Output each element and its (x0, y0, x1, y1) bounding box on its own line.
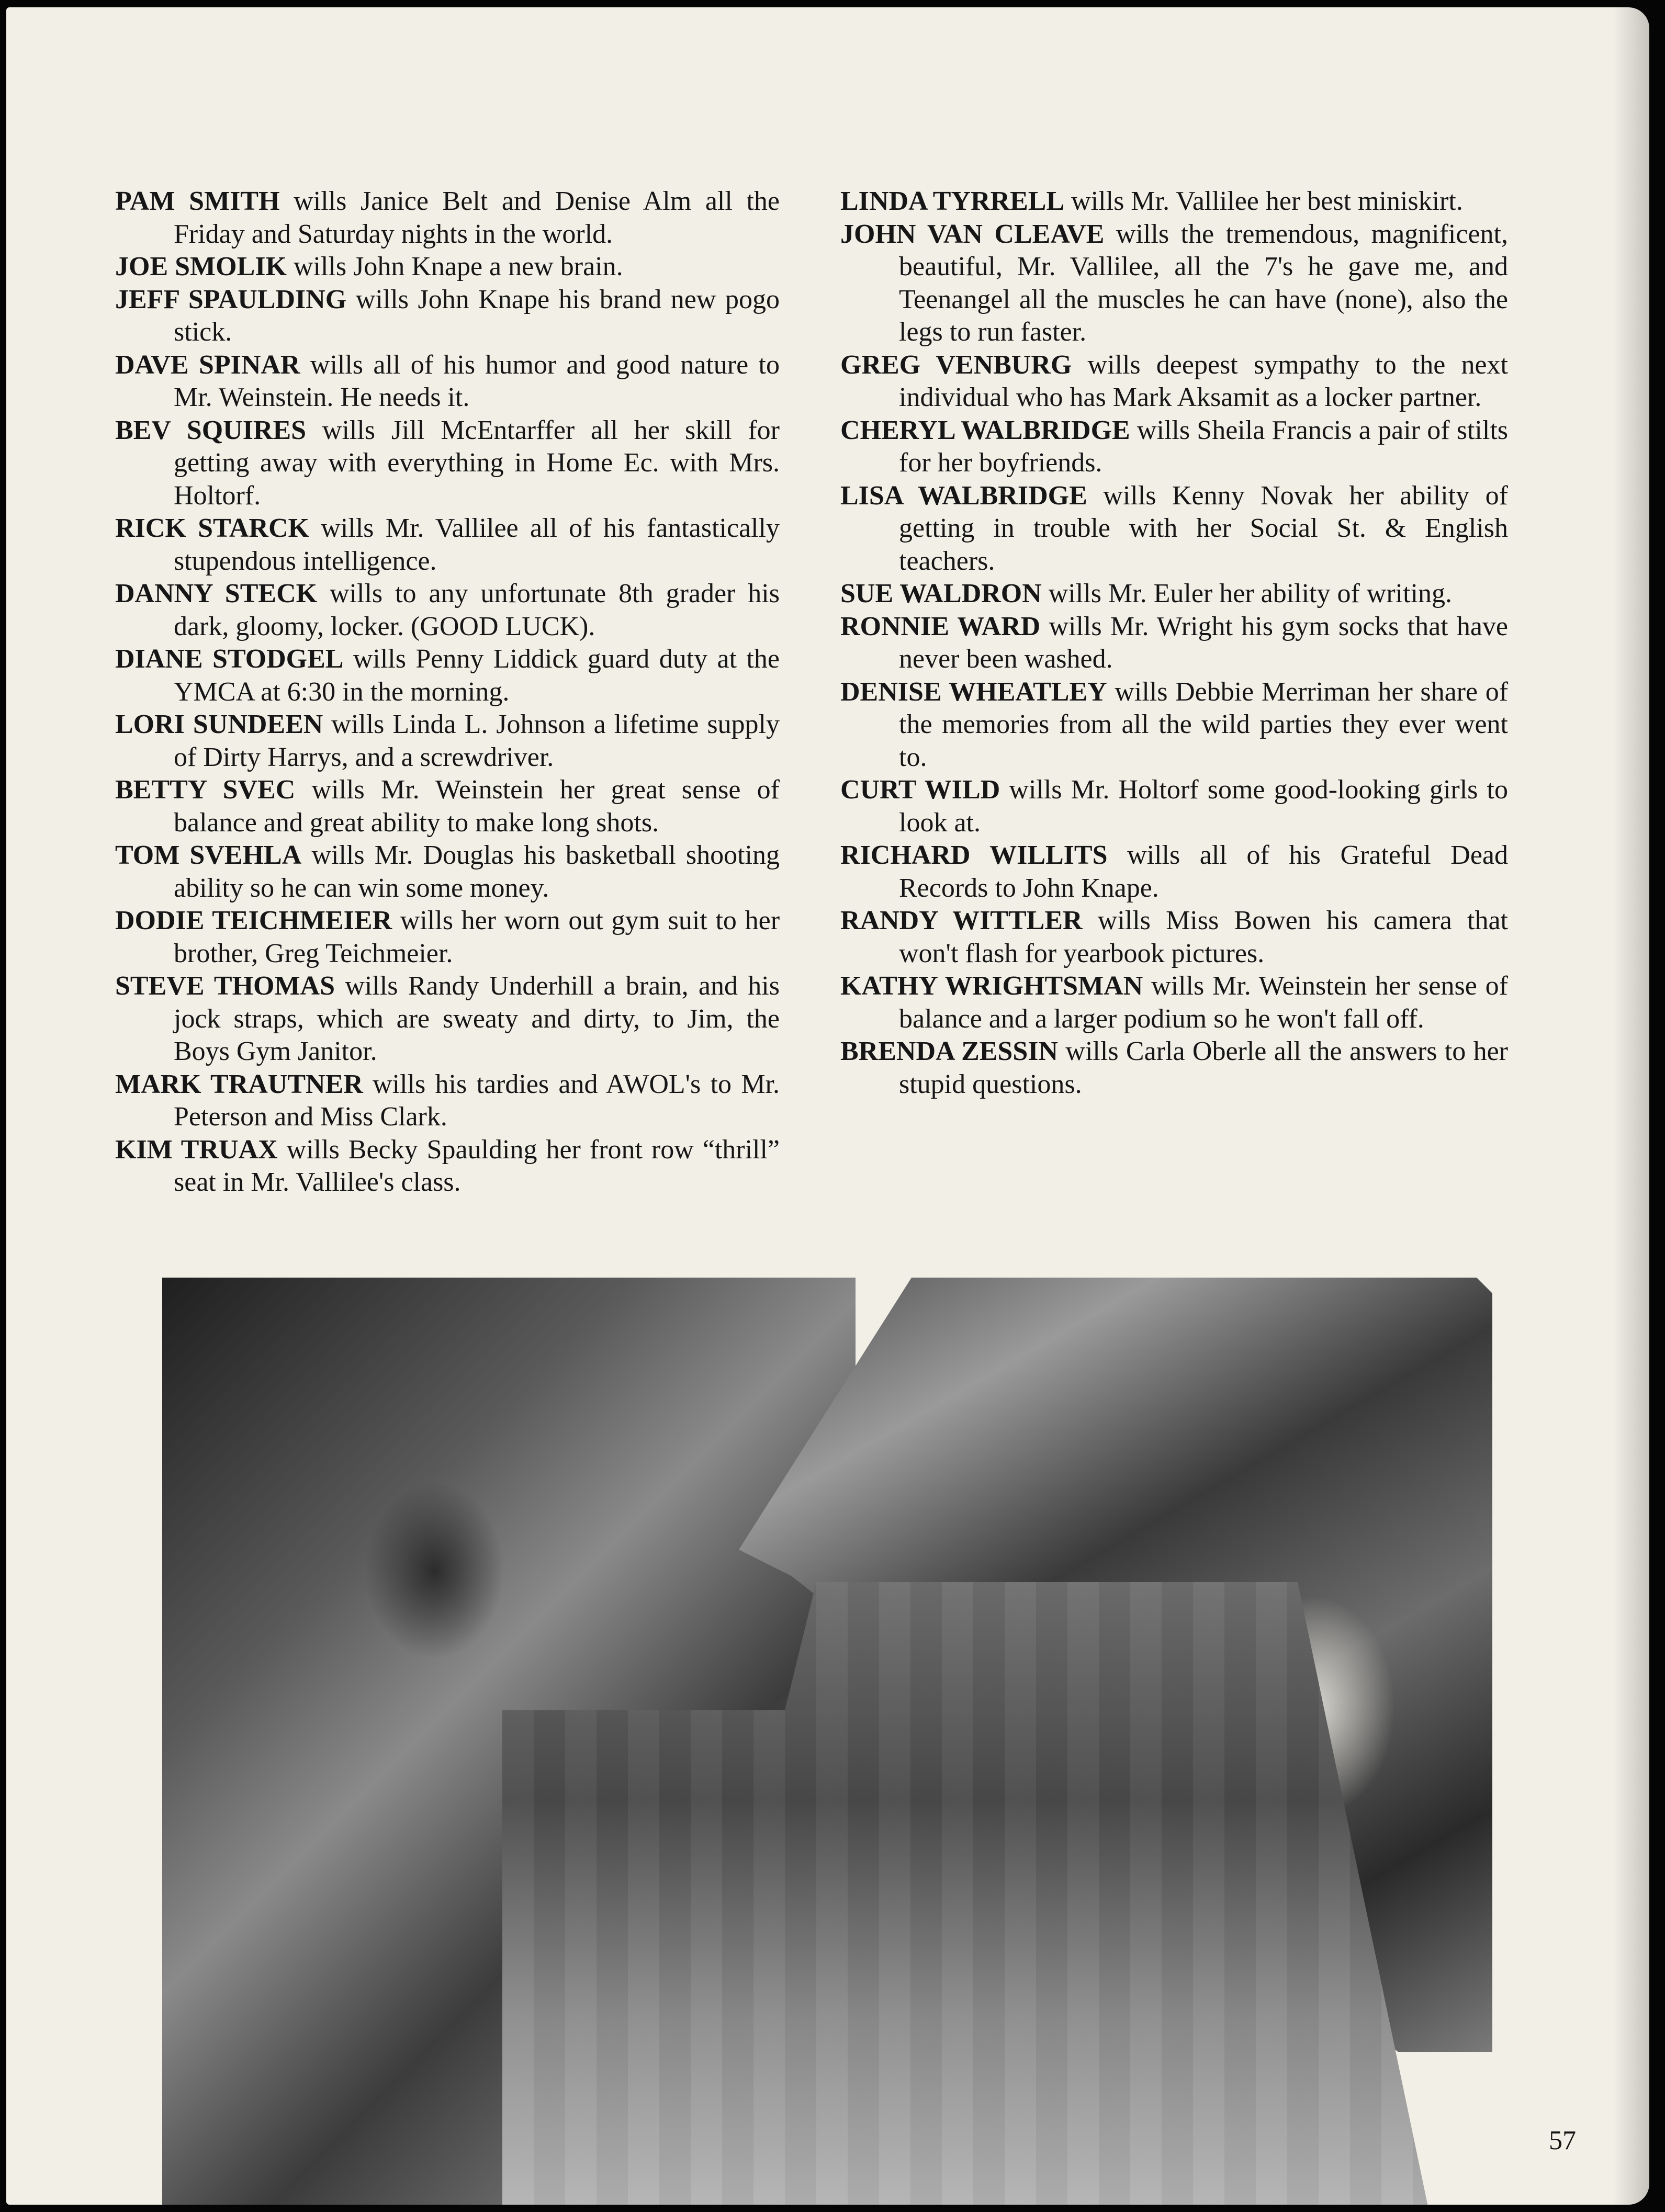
student-name: STEVE THOMAS (115, 971, 335, 1001)
will-text: wills her worn out gym suit to her brother, Greg Teichmeier. (174, 906, 780, 968)
will-entry (840, 185, 1508, 218)
right-text-column (840, 185, 1508, 1101)
will-text: wills Janice Belt and Denise Alm all the Friday and Saturday nights in the world. (174, 186, 780, 249)
will-text: wills the tremendous, magnificent, beautiful, Mr. Vallilee, all the 7's he gave me, and Teenangel all the muscles he can have (none), also the legs to run faster. (899, 219, 1508, 347)
will-entry (115, 1134, 780, 1199)
photo-school-hallway (502, 1582, 1449, 2205)
will-entry (115, 708, 780, 774)
student-name: JOE SMOLIK (115, 252, 287, 281)
student-name: GREG VENBURG (840, 349, 1072, 380)
will-text: wills Miss Bowen his camera that won't flash for yearbook pictures. (899, 906, 1508, 968)
will-entry (840, 970, 1508, 1035)
will-text: wills Mr. Douglas his basketball shooting ability so he can win some money. (174, 840, 780, 903)
will-entry (115, 284, 780, 349)
student-name: MARK TRAUTNER (115, 1069, 363, 1099)
will-text: wills his tardies and AWOL's to Mr. Peterson and Miss Clark. (174, 1069, 780, 1132)
will-text: wills Mr. Weinstein her great sense of balance and great ability to make long shots. (174, 775, 780, 838)
will-text: wills Becky Spaulding her front row “thrill” seat in Mr. Vallilee's class. (174, 1134, 780, 1197)
will-text: wills all of his Grateful Dead Records to John Knape. (899, 840, 1509, 903)
student-name: BEV SQUIRES (115, 415, 307, 445)
student-name: RICHARD WILLITS (840, 840, 1108, 870)
student-name: KIM TRUAX (115, 1134, 278, 1165)
student-name: BRENDA ZESSIN (840, 1036, 1059, 1066)
student-name: RICK STARCK (115, 513, 309, 543)
student-name: KATHY WRIGHTSMAN (840, 971, 1143, 1001)
will-text: wills Mr. Holtorf some good-looking girls to look at. (899, 775, 1508, 838)
page-number: 57 (1549, 2126, 1576, 2155)
will-entry (840, 839, 1508, 905)
student-name: CHERYL WALBRIDGE (840, 415, 1130, 445)
student-name: LISA WALBRIDGE (840, 480, 1087, 511)
will-entry (840, 349, 1508, 414)
student-name: DENISE WHEATLEY (840, 676, 1107, 707)
will-entry (840, 218, 1508, 349)
will-text: wills John Knape his brand new pogo stick. (174, 284, 780, 347)
will-text: wills all of his humor and good nature to Mr. Weinstein. He needs it. (174, 349, 780, 412)
will-entry (115, 349, 780, 414)
will-text: wills Jill McEntarffer all her skill for getting away with everything in Home Ec. with Mrs. Holtorf. (174, 415, 780, 511)
will-entry (840, 1035, 1508, 1101)
will-text: wills Carla Oberle all the answers to her stupid questions. (899, 1036, 1509, 1099)
will-entry (115, 1068, 780, 1134)
will-entry (840, 774, 1508, 839)
will-text: wills John Knape a new brain. (286, 252, 623, 281)
will-text: wills Mr. Wright his gym socks that have never been washed. (899, 611, 1508, 674)
will-text: wills Penny Liddick guard duty at the YMCA at 6:30 in the morning. (174, 644, 780, 707)
will-entry (840, 905, 1508, 970)
student-name: SUE WALDRON (840, 579, 1042, 608)
student-name: DANNY STECK (115, 579, 318, 608)
will-text: wills Mr. Euler her ability of writing. (1041, 579, 1453, 608)
will-entry (115, 251, 780, 284)
student-name: DIANE STODGEL (115, 644, 344, 674)
will-text: wills Randy Underhill a brain, and his jock straps, which are sweaty and dirty, to Jim, the Boys Gym Janitor. (174, 971, 780, 1066)
will-entry (115, 578, 780, 643)
will-entry (840, 611, 1508, 676)
will-text: wills Kenny Novak her ability of getting in trouble with her Social St. & English teachers. (899, 480, 1508, 576)
will-entry (840, 676, 1508, 774)
will-entry (115, 643, 780, 708)
left-text-column (115, 185, 780, 1199)
will-text: wills Debbie Merriman her share of the memories from all the wild parties they ever went to. (899, 676, 1509, 772)
will-entry (840, 578, 1508, 611)
photo-karate-kick (739, 1278, 1492, 2052)
will-text: wills Mr. Weinstein her sense of balance and a larger podium so he won't fall off. (899, 971, 1508, 1034)
will-entry (115, 512, 780, 578)
will-text: wills Sheila Francis a pair of stilts for her boyfriends. (899, 415, 1509, 478)
will-text: wills Linda L. Johnson a lifetime supply of Dirty Harrys, and a screwdriver. (174, 709, 780, 772)
will-text: wills Mr. Vallilee all of his fantastically stupendous intelligence. (174, 513, 780, 576)
student-name: PAM SMITH (115, 186, 280, 216)
student-name: RANDY WITTLER (840, 906, 1083, 935)
will-entry (115, 414, 780, 513)
will-entry (115, 905, 780, 970)
will-text: wills to any unfortunate 8th grader his dark, gloomy, locker. (GOOD LUCK). (174, 579, 780, 641)
photo-student-portrait (162, 1278, 856, 2205)
student-name: BETTY SVEC (115, 775, 296, 805)
student-name: DODIE TEICHMEIER (115, 906, 392, 935)
will-text: wills Mr. Vallilee her best miniskirt. (1064, 186, 1463, 216)
will-entry (115, 839, 780, 905)
student-name: RONNIE WARD (840, 611, 1041, 641)
student-name: DAVE SPINAR (115, 349, 300, 380)
yearbook-page (6, 7, 1649, 2205)
student-name: CURT WILD (840, 775, 1000, 805)
student-name: JOHN VAN CLEAVE (840, 219, 1105, 249)
student-name: JEFF SPAULDING (115, 284, 347, 314)
will-text: wills deepest sympathy to the next individual who has Mark Aksamit as a locker partner. (899, 349, 1508, 412)
will-entry (115, 970, 780, 1068)
will-entry (840, 480, 1508, 578)
student-name: LINDA TYRRELL (840, 186, 1065, 216)
will-entry (840, 414, 1508, 480)
will-entry (115, 185, 780, 251)
student-name: TOM SVEHLA (115, 840, 302, 870)
student-name: LORI SUNDEEN (115, 709, 323, 739)
will-entry (115, 774, 780, 839)
